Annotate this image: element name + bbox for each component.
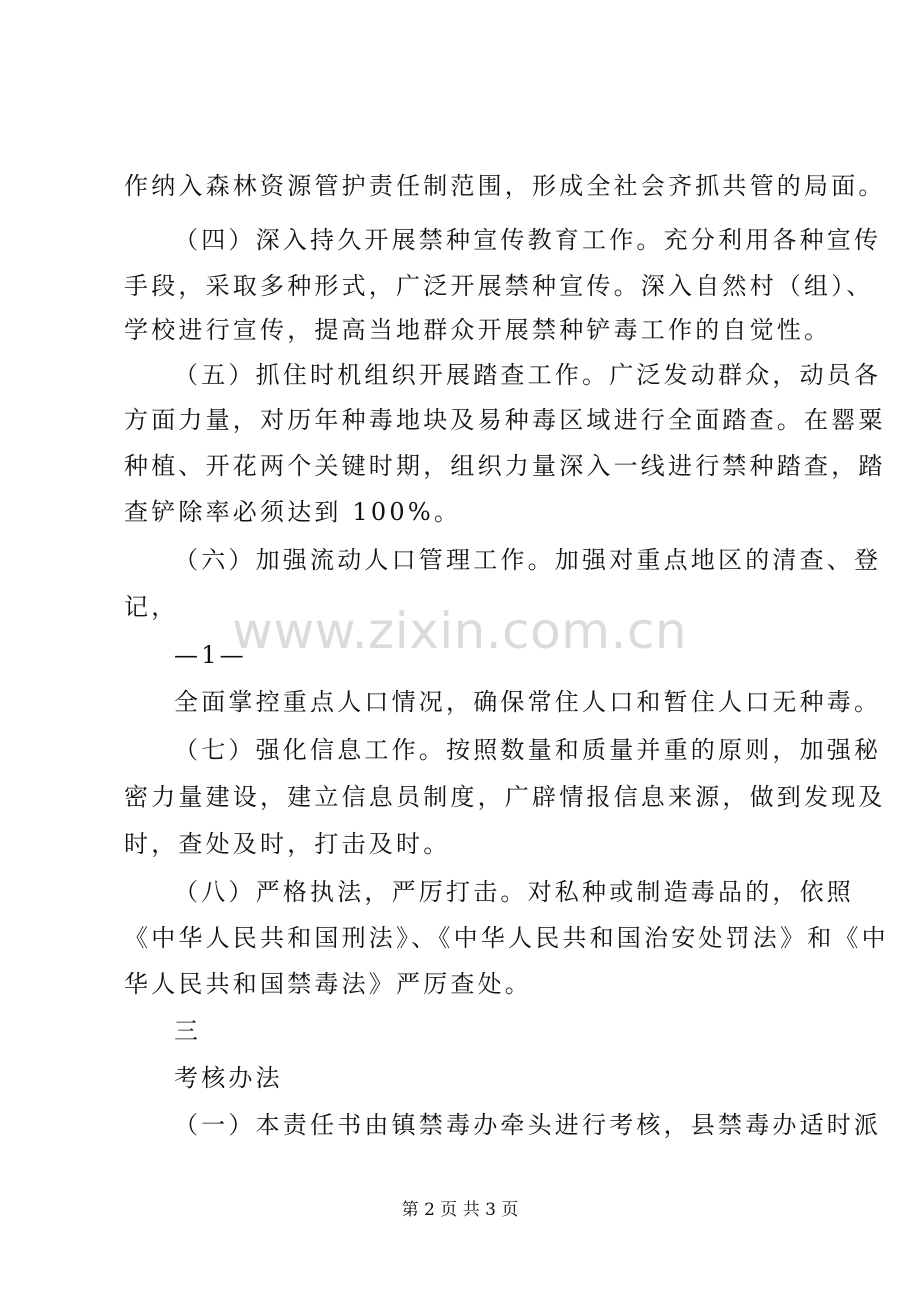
body-line: 全面掌控重点人口情况，确保常住人口和暂住人口无种毒。 xyxy=(174,688,882,716)
section-heading: 考核办法 xyxy=(174,1064,283,1092)
body-line: （六）加强流动人口管理工作。加强对重点地区的清查、登 xyxy=(174,546,882,574)
body-line: 学校进行宣传，提高当地群众开展禁种铲毒工作的自觉性。 xyxy=(124,316,832,344)
watermark: www.zixin.com.cn xyxy=(232,602,688,660)
body-line: 时，查处及时，打击及时。 xyxy=(124,830,451,858)
body-line: 作纳入森林资源管护责任制范围，形成全社会齐抓共管的局面。 xyxy=(124,172,886,200)
body-line: 种植、开花两个关键时期，组织力量深入一线进行禁种踏查，踏 xyxy=(124,452,886,480)
body-line: 《中华人民共和国刑法》、《中华人民共和国治安处罚法》和《中 xyxy=(124,924,889,952)
body-line: 查铲除率必须达到 100%。 xyxy=(124,498,462,526)
body-line: （一）本责任书由镇禁毒办牵头进行考核，县禁毒办适时派 xyxy=(174,1111,882,1139)
body-line: 华人民共和国禁毒法》严厉查处。 xyxy=(124,970,532,998)
section-number: 三 xyxy=(174,1017,202,1045)
body-line: （八）严格执法，严厉打击。对私种或制造毒品的，依照 xyxy=(174,878,854,906)
body-line: （四）深入持久开展禁种宣传教育工作。充分利用各种宣传 xyxy=(174,226,882,254)
body-line: 密力量建设，建立信息员制度，广辟情报信息来源，做到发现及 xyxy=(124,783,886,811)
page-number-marker: —1— xyxy=(174,641,247,669)
body-line: 记， xyxy=(124,593,179,621)
body-line: （七）强化信息工作。按照数量和质量并重的原则，加强秘 xyxy=(174,736,882,764)
page-footer: 第 2 页 共 3 页 xyxy=(401,1200,519,1220)
body-line: （五）抓住时机组织开展踏查工作。广泛发动群众，动员各 xyxy=(174,361,882,389)
body-line: 手段，采取多种形式，广泛开展禁种宣传。深入自然村（组）、 xyxy=(124,272,874,300)
body-line: 方面力量，对历年种毒地块及易种毒区域进行全面踏查。在罂粟 xyxy=(124,406,886,434)
